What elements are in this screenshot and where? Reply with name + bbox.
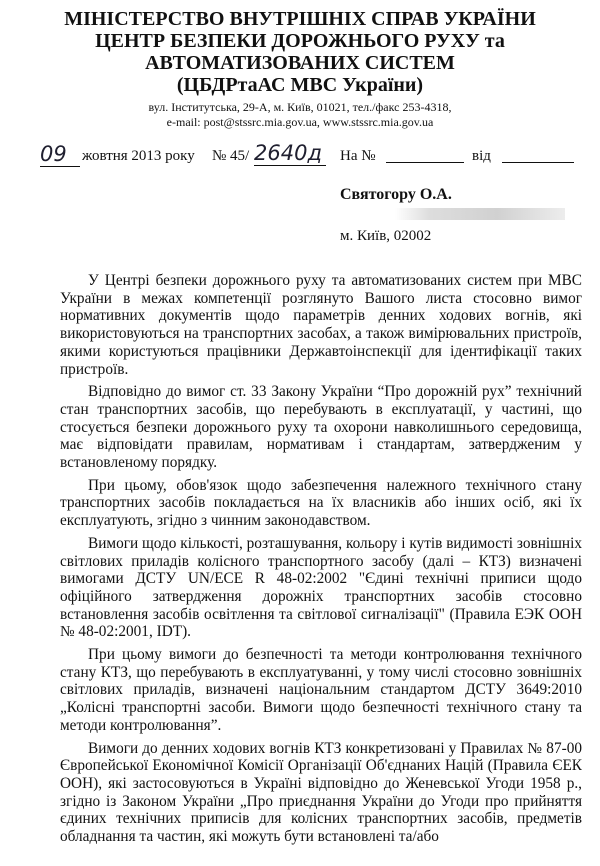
paragraph: При цьому вимоги до безпечності та методи контролювання технічного стану КТЗ, що перебувають в експлуатуванні, у тому числі стосовно зовнішніх світлових приладів, визначені національним стандартом ДСТУ 3649:2010 „Колісні транспортні засоби. Вимоги щодо безпечності технічного стану та методи контролювання”.: [60, 646, 582, 734]
org-systems: АВТОМАТИЗОВАНИХ СИСТЕМ: [145, 52, 455, 74]
org-contacts: e-mail: post@stssrc.mia.gov.ua, www.stssrc.mia.gov.ua: [166, 115, 434, 129]
letter-number-prefix: № 45/: [212, 148, 250, 164]
org-ministry: МІНІСТЕРСТВО ВНУТРІШНІХ СПРАВ УКРАЇНИ: [64, 8, 536, 30]
date-blank-line: [502, 162, 574, 163]
letter-meta: [0, 141, 600, 172]
handwritten-day: 09: [40, 142, 80, 167]
org-address: вул. Інститутська, 29-А, м. Київ, 01021, тел./факс 253-4318,: [148, 100, 452, 114]
reference-from-label: від: [472, 148, 491, 164]
recipient-name: Святогору О.А.: [340, 186, 452, 203]
reference-label: На №: [340, 148, 376, 164]
paragraph: Відповідно до вимог ст. 33 Закону України “Про дорожній рух” технічний стан транспортних засобів, що перебувають в експлуатації, у частині, що стосується безпеки дорожнього руху та охорони навколишнього середовища, має відповідати правилам, нормативам і стандартам, затвердженим у встановленому порядку.: [60, 383, 582, 472]
paragraph: При цьому, обов'язок щодо забезпечення належного технічного стану транспортних засобів покладається на їх власників або інших осіб, які їх експлуатують, згідно з чинним законодавством.: [60, 476, 582, 530]
reference-blank-line: [386, 162, 464, 163]
org-center: ЦЕНТР БЕЗПЕКИ ДОРОЖНЬОГО РУХУ та: [95, 30, 505, 52]
paragraph: У Центрі безпеки дорожнього руху та автоматизованих систем при МВС України в межах компетенції розглянуто Вашого листа стосовно вимог нормативних документів щодо параметрів денних ходових вогнів, які використовуються на транспортних засобах, а також вимірювальних пристроїв, якими користуються працівники Державтоінспекції для ідентифікації таких пристроїв.: [60, 272, 582, 378]
redacted-address: [395, 208, 565, 220]
paragraph: Вимоги щодо кількості, розташування, кольору і кутів видимості зовнішніх світлових приладів колісного транспортного засобу (далі – КТЗ) визначені вимогами ДСТУ UN/ECE R 48-02:2002 "Єдині технічні приписи щодо офіційного затвердження дорожніх транспортних засобів стосовно встановлення засобів освітлення та світлової сигналізації" (Правила ЕЭК ООН № 48-02:2001, IDT).: [60, 534, 582, 641]
org-abbreviation: (ЦБДРтаАС МВС України): [176, 74, 424, 96]
paragraph: Вимоги до денних ходових вогнів КТЗ конкретизовані у Правилах № 87-00 Європейської Економічної Комісії Організації Об'єднаних Націй (Правила ЄЕК ООН), які застосовуються в Україні відповідно до Женевської Угоди 1958 р., згідно із Законом України „Про приєднання України до Угоди про прийняття єдиних технічних приписів для колісних транспортних засобів, предметів обладнання та частин, які можуть бути встановлені та/або: [60, 739, 582, 846]
handwritten-number: 2640д: [254, 141, 326, 166]
recipient-city: м. Київ, 02002: [340, 228, 432, 244]
letter-body: [60, 272, 582, 851]
letter-date: жовтня 2013 року: [82, 148, 195, 164]
